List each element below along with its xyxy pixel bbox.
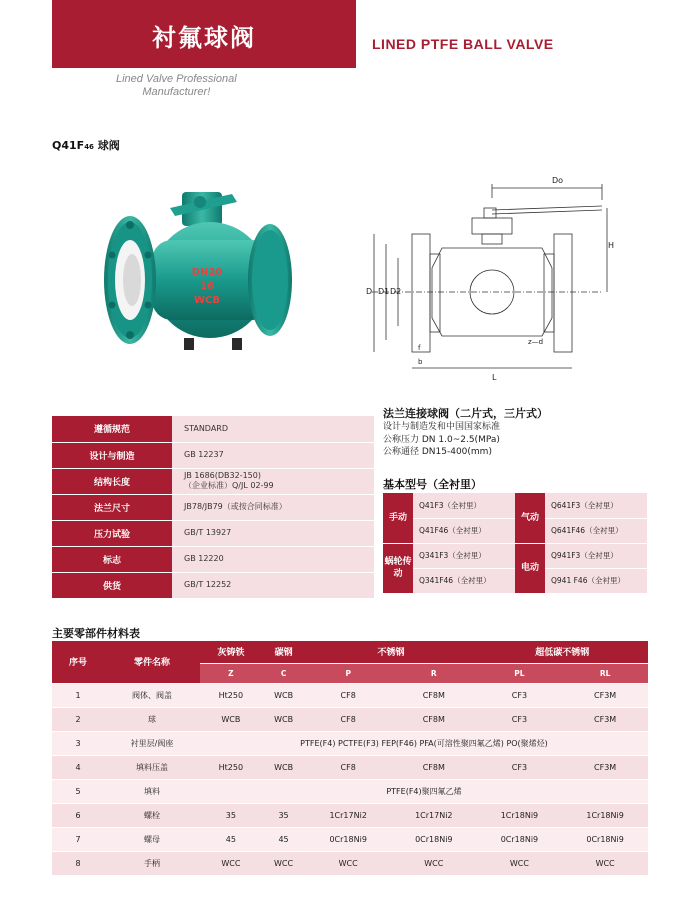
spec-label: 压力试验	[52, 520, 172, 546]
material-cell: WCC	[477, 851, 563, 875]
spec-value	[172, 468, 374, 494]
spec-value	[172, 416, 374, 442]
spec-label: 设计与制造	[52, 442, 172, 468]
material-cell: 1Cr17Ni2	[391, 803, 477, 827]
material-cell: 1Cr17Ni2	[305, 803, 391, 827]
type-model-right: Q641F46（全衬里）	[545, 518, 647, 543]
material-cell: 1Cr18Ni9	[562, 803, 648, 827]
type-model-left: Q41F46（全衬里）	[413, 518, 515, 543]
material-cell: CF3M	[562, 683, 648, 707]
type-group-left: 手动	[383, 493, 413, 543]
dim-b: b	[418, 358, 423, 366]
dim-h: H	[608, 241, 615, 250]
spec-row	[52, 442, 374, 468]
tagline-line-2: Manufacturer!	[142, 86, 211, 98]
valve-drawing	[352, 168, 617, 396]
material-cell: WCC	[305, 851, 391, 875]
type-model-left: Q341F46（全衬里）	[413, 568, 515, 593]
material-cell: WCC	[391, 851, 477, 875]
marking-pn: 16	[200, 281, 214, 292]
material-row	[52, 803, 648, 827]
spec-row	[52, 520, 374, 546]
spec-row	[52, 546, 374, 572]
spec-value-line-1: JB78/JB79（或按合同标准）	[184, 502, 287, 511]
type-model-right: Q941 F46（全衬里）	[545, 568, 647, 593]
material-cell: WCC	[200, 851, 262, 875]
spec-row	[52, 468, 374, 494]
marking-dn: DN20	[191, 267, 223, 278]
material-cell: WCB	[262, 683, 306, 707]
header-group-low-carbon-stainless: 超低碳不锈钢	[477, 641, 648, 663]
spec-value	[172, 546, 374, 572]
spec-row	[52, 416, 374, 442]
material-no: 2	[52, 707, 104, 731]
marking-material: WCB	[194, 295, 220, 306]
material-row	[52, 827, 648, 851]
material-cell: WCB	[200, 707, 262, 731]
material-no: 3	[52, 731, 104, 755]
material-part-name: 填料	[104, 779, 200, 803]
material-part-name: 填料压盖	[104, 755, 200, 779]
spec-value-line-1: GB/T 12252	[184, 580, 232, 589]
material-row	[52, 779, 648, 803]
dim-l: L	[492, 373, 497, 382]
material-no: 8	[52, 851, 104, 875]
material-cell: CF3	[477, 683, 563, 707]
spec-value-line-1: JB 1686(DB32-150)	[184, 471, 261, 480]
materials-table	[52, 641, 648, 876]
material-part-name: 阀体、阀盖	[104, 683, 200, 707]
material-cell: CF3	[477, 755, 563, 779]
type-row	[383, 493, 647, 518]
spec-value-line-1: STANDARD	[184, 423, 229, 433]
material-cell: CF3	[477, 707, 563, 731]
material-part-name: 球	[104, 707, 200, 731]
spec-value	[172, 572, 374, 598]
material-no: 5	[52, 779, 104, 803]
types-table	[383, 493, 647, 594]
material-cell: Ht250	[200, 755, 262, 779]
code-r: R	[391, 663, 477, 683]
material-cell: WCC	[262, 851, 306, 875]
material-cell: CF8	[305, 683, 391, 707]
material-cell: WCC	[562, 851, 648, 875]
material-row	[52, 707, 648, 731]
material-cell: CF8M	[391, 683, 477, 707]
type-group-left: 蜗轮传动	[383, 543, 413, 593]
material-cell: CF8M	[391, 755, 477, 779]
type-model-left: Q341F3（全衬里）	[413, 543, 515, 568]
material-cell: 0Cr18Ni9	[562, 827, 648, 851]
page-title-cn: 衬氟球阀	[152, 24, 256, 52]
material-cell: 0Cr18Ni9	[391, 827, 477, 851]
spec-label: 结构长度	[52, 468, 172, 494]
spec-value-line-1: GB 12220	[184, 554, 224, 563]
dim-zd: z—d	[528, 338, 544, 346]
spec-value	[172, 442, 374, 468]
spec-table	[52, 416, 374, 599]
header-group-stainless: 不锈钢	[305, 641, 476, 663]
material-part-name: 手柄	[104, 851, 200, 875]
material-cell: CF3M	[562, 707, 648, 731]
header-name: 零件名称	[104, 641, 200, 683]
material-cell: 35	[200, 803, 262, 827]
spec-label: 遵循规范	[52, 416, 172, 442]
material-cell: CF3M	[562, 755, 648, 779]
dim-do: Do	[552, 176, 564, 185]
material-part-name: 螺栓	[104, 803, 200, 827]
tagline	[116, 73, 237, 99]
code-pl: PL	[477, 663, 563, 683]
materials-header-row	[52, 641, 648, 663]
material-row	[52, 851, 648, 875]
material-cell: Ht250	[200, 683, 262, 707]
material-part-name: 衬里层/阀座	[104, 731, 200, 755]
materials-title: 主要零部件材料表	[52, 627, 140, 640]
spec-label: 法兰尺寸	[52, 494, 172, 520]
spec-value	[172, 520, 374, 546]
spec-row	[52, 494, 374, 520]
standards-line-2: 公称压力 DN 1.0~2.5(MPa)	[383, 434, 500, 445]
standards-line-1: 设计与制造发和中国国家标准	[383, 422, 501, 432]
header-group-cast-iron: 灰铸铁	[200, 641, 262, 663]
code-p: P	[305, 663, 391, 683]
material-cell: WCB	[262, 707, 306, 731]
spec-value-line-1: GB/T 13927	[184, 528, 232, 537]
material-cell: 1Cr18Ni9	[477, 803, 563, 827]
material-cell: CF8M	[391, 707, 477, 731]
material-span-cell: PTFE(F4) PCTFE(F3) FEP(F46) PFA(可溶性聚四氟乙烯) PO(聚烯烃)	[200, 731, 648, 755]
model-heading	[52, 137, 120, 153]
dim-d: D	[366, 287, 373, 296]
material-cell: 0Cr18Ni9	[305, 827, 391, 851]
type-model-right: Q641F3（全衬里）	[545, 493, 647, 518]
header-group-carbon-steel: 碳钢	[262, 641, 306, 663]
dim-f: f	[418, 344, 421, 352]
type-model-left: Q41F3（全衬里）	[413, 493, 515, 518]
title-banner	[52, 0, 356, 68]
material-row	[52, 683, 648, 707]
header-no: 序号	[52, 641, 104, 683]
model-code-sub: 46	[84, 143, 94, 151]
code-c: C	[262, 663, 306, 683]
standards-line-3: 公称通径 DN15-400(mm)	[383, 447, 492, 457]
spec-label: 供货	[52, 572, 172, 598]
valve-photo	[92, 180, 327, 360]
dim-d2: D2	[390, 287, 402, 296]
type-row	[383, 543, 647, 568]
types-title: 基本型号（全衬里）	[383, 478, 482, 491]
material-span-cell: PTFE(F4)聚四氟乙烯	[200, 779, 648, 803]
spec-value	[172, 494, 374, 520]
standards-lines	[383, 421, 500, 459]
standards-title: 法兰连接球阀（二片式，三片式）	[383, 407, 548, 420]
material-cell: WCB	[262, 755, 306, 779]
material-cell: 0Cr18Ni9	[477, 827, 563, 851]
material-part-name: 螺母	[104, 827, 200, 851]
material-no: 1	[52, 683, 104, 707]
code-rl: RL	[562, 663, 648, 683]
code-z: Z	[200, 663, 262, 683]
spec-label: 标志	[52, 546, 172, 572]
material-no: 4	[52, 755, 104, 779]
type-group-right: 电动	[515, 543, 545, 593]
material-no: 7	[52, 827, 104, 851]
type-model-right: Q941F3（全衬里）	[545, 543, 647, 568]
spec-value-line-1: GB 12237	[184, 450, 224, 459]
dim-d1: D1	[378, 287, 390, 296]
material-row	[52, 755, 648, 779]
spec-row	[52, 572, 374, 598]
material-cell: 35	[262, 803, 306, 827]
spec-value-line-2: （企业标准）Q/JL 02-99	[184, 481, 274, 490]
page-title-en: LINED PTFE BALL VALVE	[372, 36, 554, 52]
tagline-line-1: Lined Valve Professional	[116, 73, 237, 85]
material-cell: 45	[262, 827, 306, 851]
model-code: Q41F	[52, 139, 85, 152]
material-no: 6	[52, 803, 104, 827]
material-cell: CF8	[305, 755, 391, 779]
material-cell: 45	[200, 827, 262, 851]
type-group-right: 气动	[515, 493, 545, 543]
material-row	[52, 731, 648, 755]
material-cell: CF8	[305, 707, 391, 731]
model-suffix: 球阀	[93, 139, 120, 152]
